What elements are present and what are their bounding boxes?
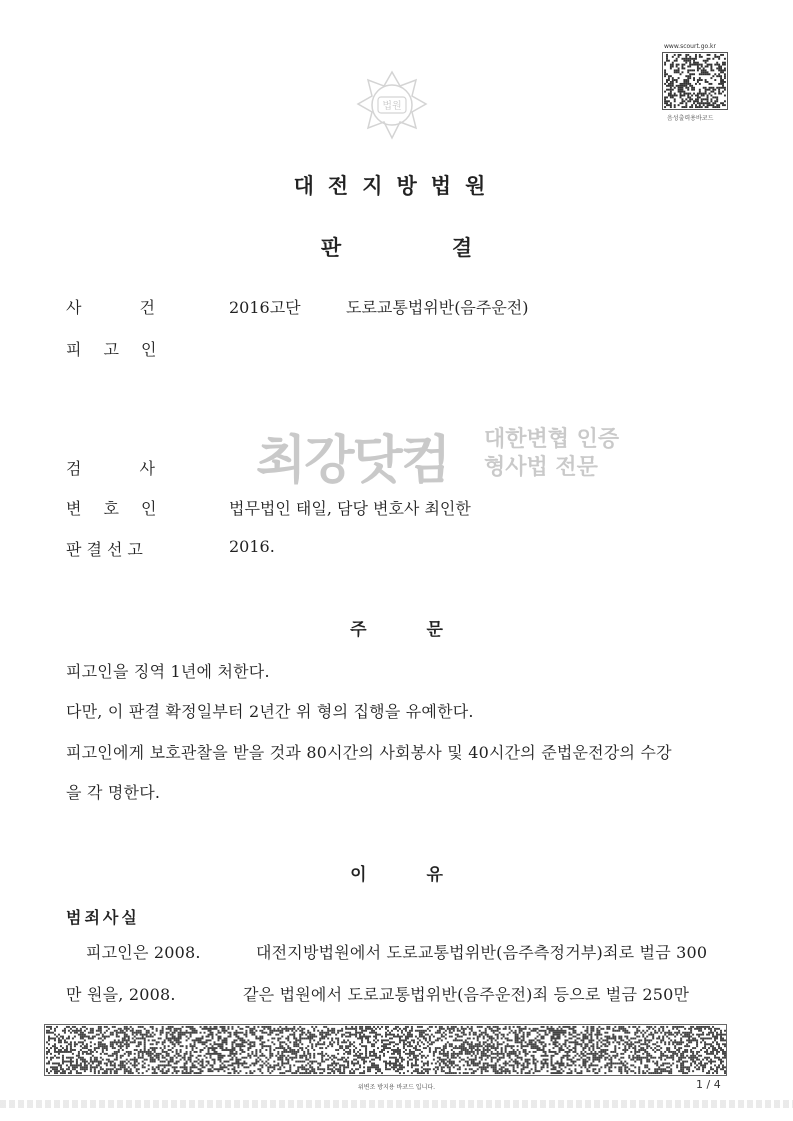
defendant-label: 피 고 인: [66, 340, 157, 359]
court-seal-icon: [352, 66, 432, 146]
crime-fact-text: 대전지방법원에서 도로교통법위반(음주측정거부)죄로 벌금 300: [256, 943, 708, 962]
scan-edge-divider: [0, 1100, 793, 1108]
order-line: 을 각 명한다.: [66, 783, 161, 802]
document-type: [0, 232, 793, 262]
prosecutor-label: 검 사: [66, 459, 155, 478]
seal-text: 법원: [382, 101, 402, 112]
order-line: 피고인에게 보호관찰을 받을 것과 80시간의 사회봉사 및 40시간의 준법운전강의 수강: [66, 743, 672, 762]
sentence-date-label: 판 결 선 고: [66, 540, 143, 559]
doc-type-char: 판: [320, 236, 342, 260]
sentence-date-value: 2016.: [229, 537, 275, 556]
court-url: www.scourt.go.kr: [664, 43, 716, 50]
watermark-logo: 최강닷컴: [256, 431, 449, 491]
anti-forgery-barcode: [44, 1024, 727, 1076]
doc-type-char: 결: [451, 236, 473, 260]
page-number: 1 / 4: [696, 1078, 721, 1091]
crime-fact-text: 같은 법원에서 도로교통법위반(음주운전)죄 등으로 벌금 250만: [243, 985, 690, 1004]
qr-caption: 음성출력용바코드: [667, 115, 714, 122]
watermark-line1: 대한변협 인증: [484, 427, 620, 452]
crime-fact-text: 피고인은 2008.: [86, 943, 201, 962]
counsel-value: 법무법인 태일, 담당 변호사 최인한: [229, 499, 471, 518]
case-number: 2016고단: [229, 298, 301, 317]
crime-fact-text: 만 원을, 2008.: [66, 985, 176, 1004]
barcode-notice: 위변조 방지용 바코드 입니다.: [357, 1084, 436, 1091]
case-name: 도로교통법위반(음주운전): [346, 298, 529, 317]
crime-facts-heading: 범죄사실: [66, 908, 140, 927]
case-label: 사 건: [66, 298, 155, 317]
reason-heading: 이 유: [350, 865, 443, 885]
counsel-label: 변 호 인: [66, 499, 157, 518]
order-heading: 주 문: [350, 620, 443, 640]
order-line: 피고인을 징역 1년에 처한다.: [66, 662, 270, 681]
watermark-line2: 형사법 전문: [484, 455, 598, 480]
qr-code: [662, 52, 728, 110]
court-name: 대전지방법원: [293, 174, 500, 198]
order-line: 다만, 이 판결 확정일부터 2년간 위 형의 집행을 유예한다.: [66, 702, 474, 721]
